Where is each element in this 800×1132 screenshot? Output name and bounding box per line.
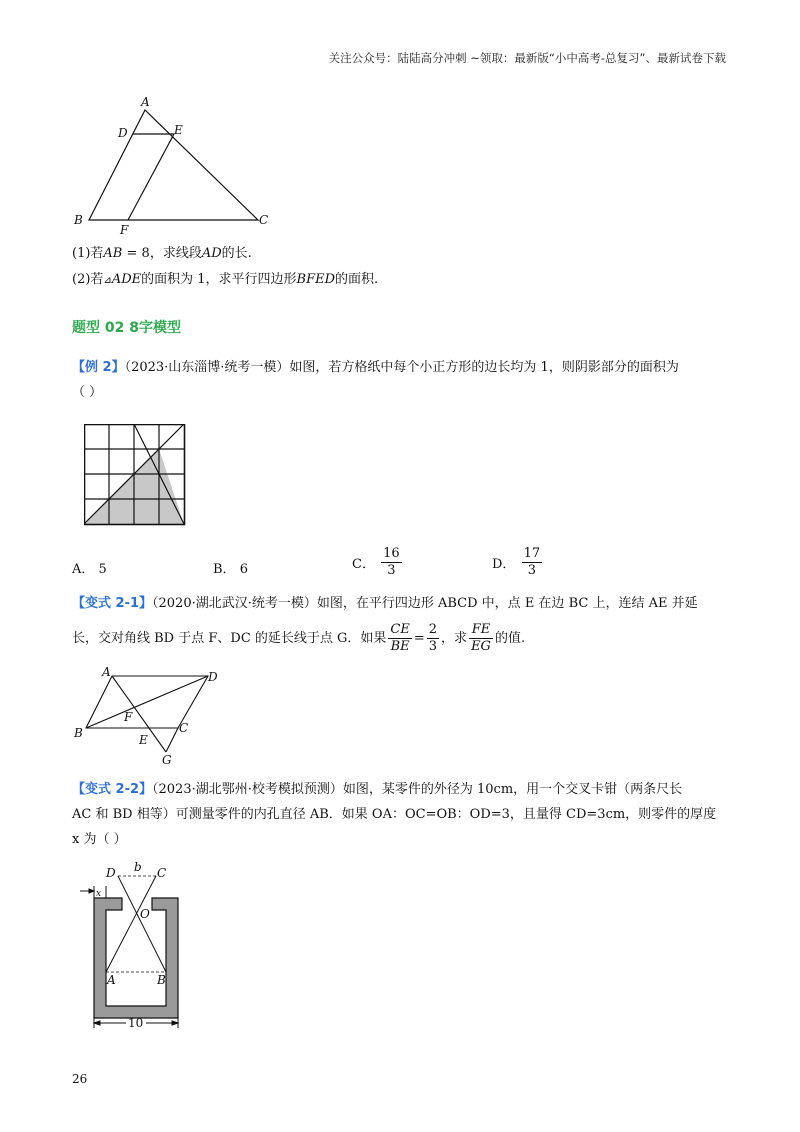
label-A: A: [141, 95, 150, 109]
variant-2-2-line2: AC 和 BD 相等）可测量零件的内孔直径 AB．如果 OA：OC=OB：OD=3，且量得 CD=3cm，则零件的厚度: [72, 807, 717, 822]
question-part-2: (2)若⊿ADE的面积为 1，求平行四边形BFED的面积.: [72, 272, 379, 287]
label-F: F: [120, 223, 129, 237]
example-tag: 【例 2】: [72, 360, 125, 375]
example-2-paren: （ ）: [72, 385, 103, 400]
label-B: B: [157, 973, 166, 987]
label-B: B: [74, 213, 83, 227]
variant-2-1-line2: 长，交对角线 BD 于点 F、DC 的延长线于点 G．如果 $\frac{CE}{BE}$ = $\frac{2}{3}$ ，求 $\frac{FE}{EG}$ 的值.: [72, 622, 526, 654]
figure-grid: [84, 424, 190, 528]
label-D: D: [208, 670, 218, 684]
variant-2-1-line1: 【变式 2-1】（2020·湖北武汉·统考一模）如图，在平行四边形 ABCD 中，点 E 在边 BC 上，连结 AE 并延: [72, 596, 698, 611]
label-D: D: [106, 866, 116, 880]
label-D: D: [118, 126, 128, 140]
label-A: A: [107, 973, 116, 987]
variant-tag: 【变式 2-2】: [72, 782, 153, 797]
figure-triangle-parallelogram: [68, 92, 288, 242]
label-E: E: [139, 733, 148, 747]
label-10: 10: [128, 1016, 144, 1030]
label-C: C: [157, 866, 167, 880]
label-G: G: [162, 753, 172, 767]
label-b: b: [134, 860, 142, 874]
label-x: x: [96, 889, 102, 899]
question-part-1: (1)若AB = 8，求线段AD的长.: [72, 246, 252, 261]
label-O: O: [140, 907, 150, 921]
example-2-text: 【例 2】（2023·山东淄博·统考一模）如图，若方格纸中每个小正方形的边长均为 1，则阴影部分的面积为: [72, 360, 679, 375]
option-c: C． $\frac{16}{3}$: [352, 546, 400, 578]
page-number: 26: [72, 1072, 88, 1086]
label-C: C: [259, 213, 269, 227]
label-A: A: [102, 665, 111, 679]
variant-2-2-line1: 【变式 2-2】（2023·湖北鄂州·校考模拟预测）如图，某零件的外径为 10cm，用一个交叉卡钳（两条尺长: [72, 782, 683, 797]
option-b: B． 6: [213, 562, 248, 577]
figure-caliper: [70, 858, 200, 1036]
label-B: B: [74, 726, 83, 740]
label-E: E: [174, 123, 183, 137]
variant-2-2-line3: x 为（ ）: [72, 832, 127, 847]
variant-tag: 【变式 2-1】: [72, 596, 153, 611]
label-F: F: [124, 710, 133, 724]
option-d: D． $\frac{17}{3}$: [492, 546, 541, 578]
option-a: A． 5: [72, 562, 107, 577]
section-title: 题型 02 8字模型: [72, 320, 181, 336]
page-header: 关注公众号：陆陆高分冲刺 ~领取：最新版“小中高考-总复习”、最新试卷下载: [328, 51, 726, 65]
figure-parallelogram: [70, 664, 230, 770]
label-C: C: [179, 721, 189, 735]
